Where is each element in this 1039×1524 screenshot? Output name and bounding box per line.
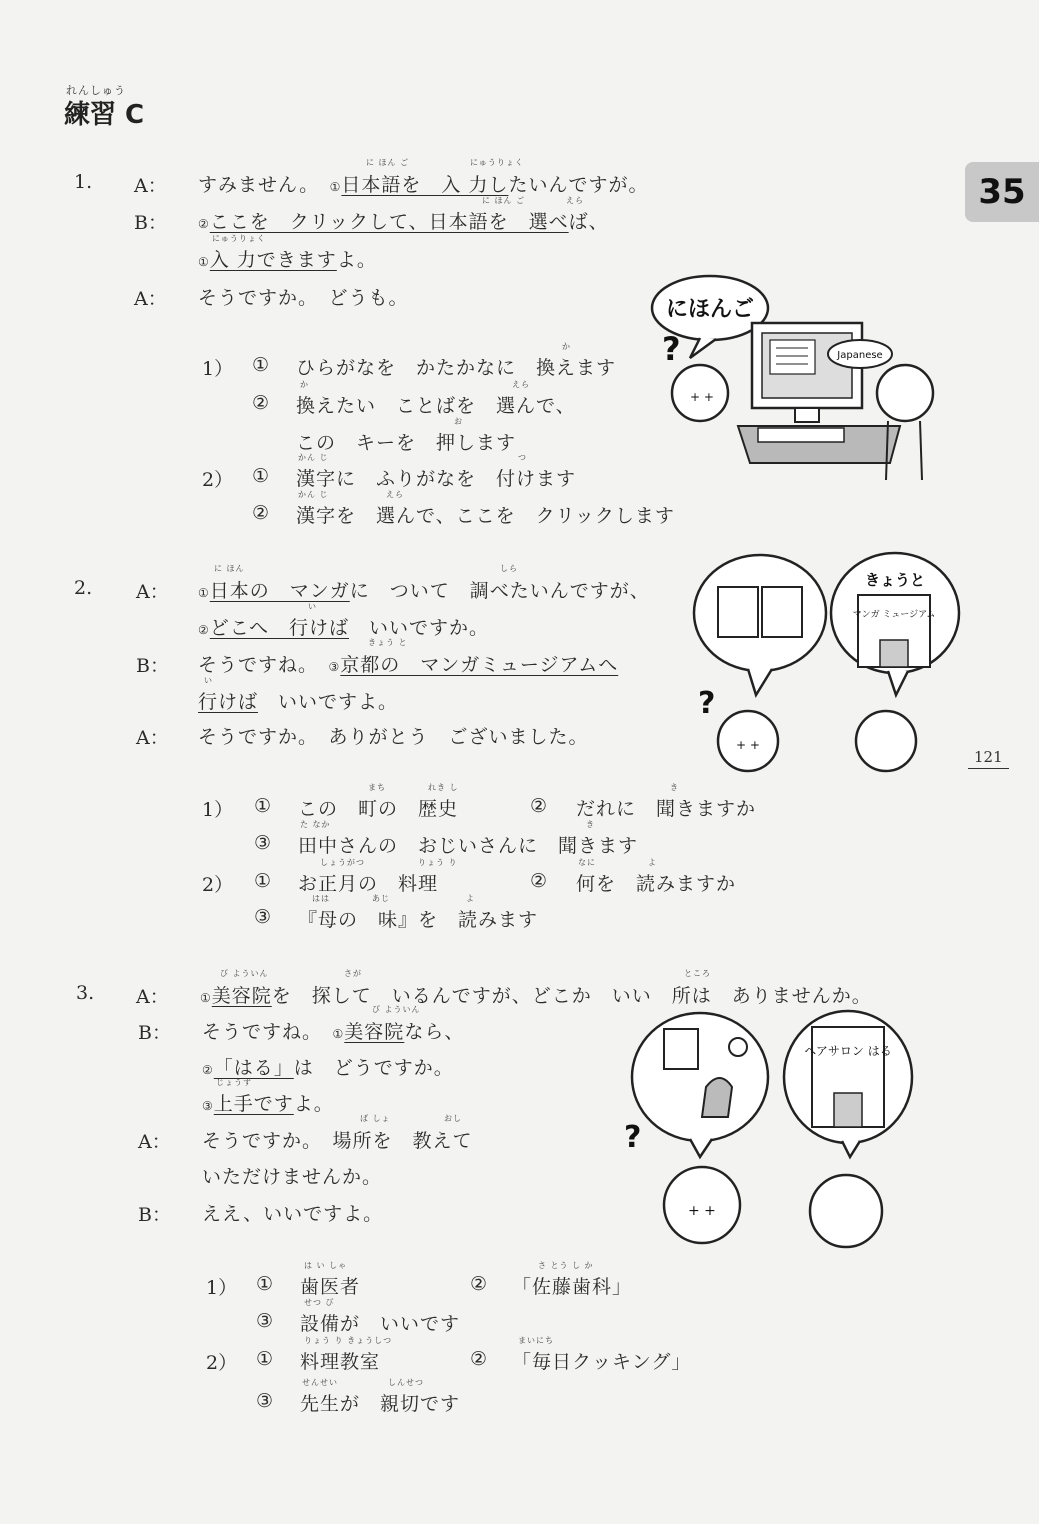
substitution-line: ひらがなを かたかなに 換えます — [296, 357, 617, 379]
ruby: さが — [344, 969, 362, 978]
ruby: ところ — [684, 969, 711, 978]
speaker-label: A： — [134, 175, 167, 197]
svg-text:+ +: + + — [688, 1203, 716, 1219]
ruby: せつ び — [304, 1298, 335, 1307]
question-mark-icon: ? — [662, 330, 681, 368]
bubble-text: きょうと — [864, 571, 926, 589]
dialogue-line: ②ここを クリックして、日本語を 選べば、 — [198, 211, 609, 233]
ruby: つ — [518, 453, 527, 462]
circled-number: ① — [252, 465, 270, 487]
sub-number: 2） — [202, 874, 234, 896]
svg-text:+ +: + + — [690, 390, 714, 404]
ruby: せんせい — [302, 1378, 338, 1387]
ruby: れき し — [428, 783, 459, 792]
circled-number: ② — [252, 502, 270, 524]
exercise-number: 1. — [74, 171, 93, 193]
dialogue-line: そうですか。 場所を 教えて — [202, 1130, 473, 1152]
ruby: りょう り きょうしつ — [304, 1336, 393, 1345]
ruby: か — [300, 380, 309, 389]
circled-number: ③ — [256, 1390, 274, 1412]
title-ruby: れんしゅう — [66, 84, 126, 97]
speaker-label: A： — [136, 581, 169, 603]
speaker-label: A： — [138, 1131, 171, 1153]
page-number: 121 — [968, 748, 1009, 769]
ruby: まち — [368, 783, 386, 792]
circled-number: ③ — [256, 1310, 274, 1332]
ruby: お — [454, 417, 463, 426]
ruby: かん じ — [298, 453, 329, 462]
ruby: しら — [500, 564, 518, 573]
substitution-line: 「佐藤歯科」 — [512, 1276, 633, 1298]
ruby: に ほん ご — [366, 158, 410, 167]
ruby: さ とう し か — [538, 1261, 594, 1270]
substitution-line: 何を 読みますか — [576, 873, 737, 895]
ruby: えら — [512, 380, 530, 389]
dialogue-line: そうですね。 ①美容院なら、 — [202, 1021, 465, 1043]
ruby: まいにち — [518, 1336, 554, 1345]
substitution-line: 先生が 親切です — [300, 1393, 461, 1415]
chapter-tab: 35 — [965, 162, 1039, 222]
ruby: にゅうりょく — [212, 234, 266, 243]
circled-number: ② — [530, 795, 548, 817]
speaker-label: A： — [136, 986, 169, 1008]
substitution-line: だれに 聞きますか — [576, 798, 757, 820]
svg-text:+ +: + + — [736, 738, 760, 752]
ruby: じょうず — [216, 1078, 252, 1087]
ruby: よ — [466, 894, 475, 903]
ruby: にゅうりょく — [470, 158, 524, 167]
exercise-number: 3. — [76, 982, 95, 1004]
substitution-line: この キーを 押します — [296, 432, 517, 454]
circled-number: ② — [470, 1273, 488, 1295]
ruby: きょう と — [368, 638, 408, 647]
computer-illustration — [640, 268, 940, 483]
dialogue-line: ③上手ですよ。 — [202, 1093, 334, 1115]
circled-number: ① — [254, 870, 272, 892]
dialogue-line: ①日本の マンガに ついて 調べたいんですが、 — [198, 580, 650, 602]
sub-number: 1） — [206, 1277, 238, 1299]
dialogue-line: ②どこへ 行けば いいですか。 — [198, 617, 490, 639]
substitution-line: 料理教室 — [300, 1351, 381, 1373]
circled-number: ② — [470, 1348, 488, 1370]
ruby: に ほん ご — [482, 196, 526, 205]
dialogue-line: ②「はる」は どうですか。 — [202, 1057, 454, 1079]
circled-number: ① — [256, 1348, 274, 1370]
dialogue-line: すみません。 ①日本語を 入 力したいんですが。 — [198, 174, 649, 196]
dialogue-line: ①美容院を 探して いるんですが、どこか いい 所は ありませんか。 — [200, 985, 872, 1007]
ruby: よ — [648, 858, 657, 867]
circled-number: ③ — [254, 906, 272, 928]
ruby: しんせつ — [388, 1378, 424, 1387]
circled-number: ① — [254, 795, 272, 817]
ruby: は い しゃ — [304, 1261, 348, 1270]
sub-number: 2） — [206, 1352, 238, 1374]
bubble-text: にほんご — [665, 297, 755, 322]
ruby: えら — [386, 490, 404, 499]
manga-illustration — [690, 545, 970, 785]
sign-text: マンガ ミュージアム — [852, 610, 936, 620]
sub-number: 2） — [202, 469, 234, 491]
sub-number: 1） — [202, 358, 234, 380]
circled-number: ① — [252, 354, 270, 376]
dialogue-line: ①入 力できますよ。 — [198, 249, 377, 271]
dialogue-line: そうですね。 ③京都の マンガミュージアムへ — [198, 654, 619, 676]
ruby: りょう り — [418, 858, 458, 867]
speaker-label: B： — [134, 212, 167, 234]
ruby: かん じ — [298, 490, 329, 499]
sub-number: 1） — [202, 799, 234, 821]
salon-illustration — [620, 1005, 920, 1255]
ruby: しょうがつ — [320, 858, 365, 867]
circled-number: ② — [252, 392, 270, 414]
ruby: い — [204, 676, 213, 685]
substitution-line: 換えたい ことばを 選んで、 — [296, 395, 576, 417]
substitution-line: 歯医者 — [300, 1276, 361, 1298]
ruby: あじ — [372, 894, 390, 903]
ruby: き — [586, 820, 595, 829]
exercise-number: 2. — [74, 577, 93, 599]
substitution-line: 漢字を 選んで、ここを クリックします — [296, 505, 675, 527]
speaker-label: A： — [134, 288, 167, 310]
dialogue-line: そうですか。 どうも。 — [198, 287, 409, 309]
ruby: ば しょ — [360, 1114, 391, 1123]
ruby: い — [308, 602, 317, 611]
speaker-label: A： — [136, 727, 169, 749]
speaker-label: B： — [136, 655, 169, 677]
circled-number: ③ — [254, 832, 272, 854]
substitution-line: 『母の 味』を 読みます — [298, 909, 539, 931]
dialogue-line: いただけませんか。 — [202, 1166, 383, 1188]
question-mark-icon: ? — [698, 686, 716, 721]
ruby: に ほん — [214, 564, 245, 573]
speaker-label: B： — [138, 1022, 171, 1044]
substitution-line: 漢字に ふりがなを 付けます — [296, 468, 577, 490]
substitution-line: お正月の 料理 — [298, 873, 439, 895]
dialogue-line: そうですか。 ありがとう ございました。 — [198, 726, 589, 748]
ruby: か — [562, 342, 571, 351]
speaker-label: B： — [138, 1204, 171, 1226]
ruby: き — [670, 783, 679, 792]
substitution-line: この 町の 歴史 — [298, 798, 459, 820]
bubble-text: Japanese — [837, 350, 883, 361]
ruby: び よういん — [220, 969, 269, 978]
substitution-line: 「毎日クッキング」 — [512, 1351, 692, 1373]
sign-text: ヘアサロン はる — [804, 1044, 892, 1058]
ruby: はは — [312, 894, 330, 903]
ruby: おし — [444, 1114, 462, 1123]
substitution-line: 設備が いいです — [300, 1313, 461, 1335]
circled-number: ② — [530, 870, 548, 892]
circled-number: ① — [256, 1273, 274, 1295]
page-title: 練習 C — [64, 100, 145, 130]
dialogue-line: 行けば いいですよ。 — [198, 691, 399, 713]
ruby: えら — [566, 196, 584, 205]
dialogue-line: ええ、いいですよ。 — [202, 1203, 384, 1225]
ruby: なに — [578, 858, 596, 867]
ruby: た なか — [300, 820, 331, 829]
question-mark-icon: ? — [624, 1120, 642, 1155]
ruby: び よういん — [372, 1005, 421, 1014]
substitution-line: 田中さんの おじいさんに 聞きます — [298, 835, 639, 857]
